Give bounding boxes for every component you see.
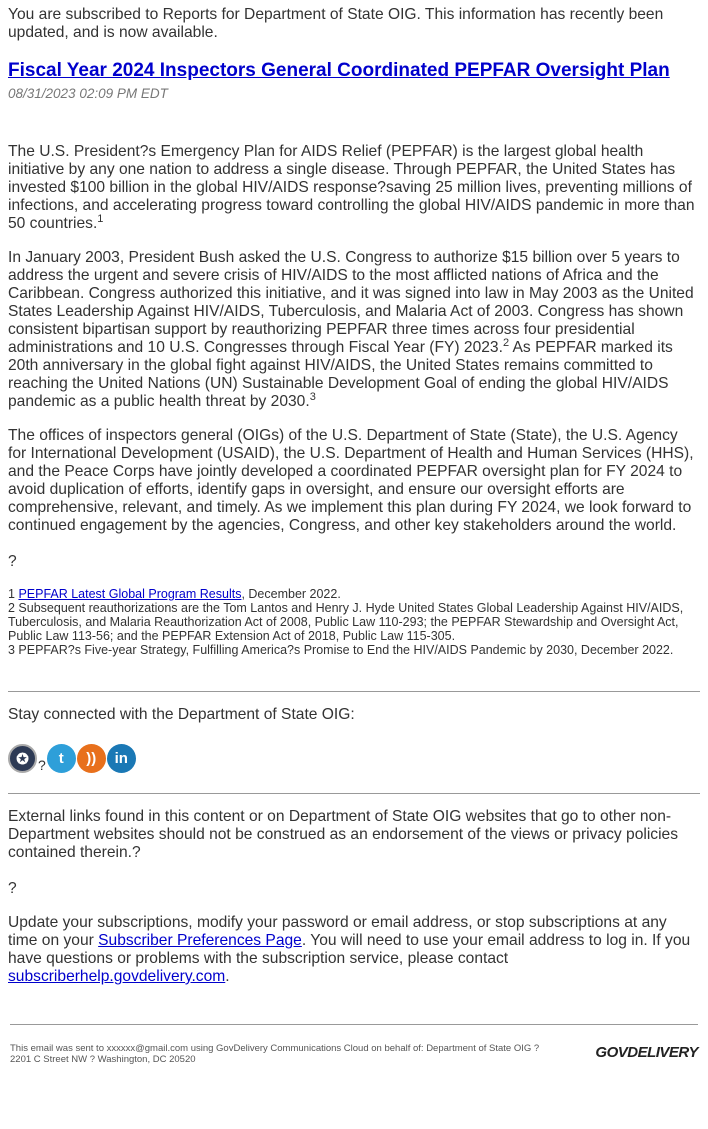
paragraph-text: The U.S. President?s Emergency Plan for AIDS Relief (PEPFAR) is the largest global health initiative by any one nation to address a single disease. Through PEPFAR, the United States has invested $100 billion in the global HIV/AIDS response?saving 25 million lives, preventing millions of infections, and accelerating progress toward controlling the global HIV/AIDS pandemic in more than 50 countries.: [8, 143, 695, 232]
twitter-icon[interactable]: t: [47, 744, 76, 773]
text: .: [225, 968, 230, 985]
disclaimer-text: External links found in this content or on Department of State OIG websites that go to other non-Department websites should not be construed as an endorsement of the views or privacy policies contained therein.?: [8, 808, 679, 861]
stay-connected-text: Stay connected with the Department of State OIG:: [8, 706, 355, 723]
footnote-text: , December 2022.: [241, 587, 341, 601]
footnote-2: 2 Subsequent reauthorizations are the Tom Lantos and Henry J. Hyde United States Global Leadership Against HIV/AIDS, Tuberculosis, and Malaria Reauthorization Act of 2008, Public Law 110-293; the PEPFAR Stewardship and Oversight Act, Public Law 113-56; and the PEPFAR Extension Act of 2018, Public Law 115-305.: [8, 601, 684, 643]
placeholder-char: ?: [38, 757, 46, 773]
text: Update your subscriptions, modify your password or email address, or stop subscriptions at any time on your: [8, 914, 667, 949]
paragraph-1: [8, 143, 700, 233]
state-department-seal-icon[interactable]: ✪: [8, 744, 37, 773]
subscriber-preferences-link[interactable]: Subscriber Preferences Page: [98, 932, 302, 949]
footnote-1: [8, 587, 700, 601]
footnote-3: 3 PEPFAR?s Five-year Strategy, Fulfilling America?s Promise to End the HIV/AIDS Pandemic by 2030, December 2022.: [8, 643, 674, 657]
divider: [8, 793, 700, 794]
publish-date: 08/31/2023 02:09 PM EDT: [8, 86, 168, 101]
divider: [8, 691, 700, 692]
footer-address: 2201 C Street NW ? Washington, DC 20520: [10, 1054, 196, 1065]
intro-text: You are subscribed to Reports for Department of State OIG. This information has recently been updated, and is now available.: [8, 6, 664, 41]
footnote-ref: 2: [502, 336, 510, 349]
paragraph-3: The offices of inspectors general (OIGs) of the U.S. Department of State (State), the U.S. Agency for International Development (USAID), the U.S. Department of Health and Human Services (HHS), and the Peace Corps have jointly developed a coordinated PEPFAR oversight plan for FY 2024 to avoid duplication of efforts, identify gaps in oversight, and ensure our oversight efforts are comprehensive, relevant, and timely. As we implement this plan during FY 2024, we look forward to continued engagement by the agencies, Congress, and other key stakeholders around the world.: [8, 427, 694, 534]
paragraph-text: In January 2003, President Bush asked the U.S. Congress to authorize $15 billion over 5 years to address the urgent and severe crisis of HIV/AIDS to the most afflicted nations of Africa and the Caribbean. Congress authorized this initiative, and it was signed into law in May 2003 as the United States Leadership Against HIV/AIDS, Tuberculosis, and Malaria Act of 2003. Congress has shown consistent bipartisan support by reauthorizing PEPFAR three times across four presidential administrations and 10 U.S. Congresses through Fiscal Year (FY) 2023.: [8, 249, 694, 356]
social-links: [8, 744, 700, 773]
footnote-ref: 3: [309, 390, 316, 403]
placeholder-char: ?: [8, 880, 17, 897]
text: . You will need to use your email address to log in. If you have questions or problems with the subscription service, please contact: [8, 932, 691, 967]
placeholder-char: ?: [8, 553, 17, 570]
govdelivery-logo: GOVDELIVERY: [595, 1044, 698, 1061]
paragraph-text: As PEPFAR marked its 20th anniversary in the global fight against HIV/AIDS, the United States remains committed to reaching the United Nations (UN) Sustainable Development Goal of ending the global HIV/AIDS pandemic as a public health threat by 2030.: [8, 339, 673, 410]
footnote-1-link[interactable]: PEPFAR Latest Global Program Results: [18, 587, 242, 601]
footnote-ref: 1: [97, 212, 104, 225]
rss-icon[interactable]: )): [77, 744, 106, 773]
report-title-link[interactable]: Fiscal Year 2024 Inspectors General Coordinated PEPFAR Oversight Plan: [8, 60, 670, 81]
subscriber-help-link[interactable]: subscriberhelp.govdelivery.com: [8, 968, 226, 985]
paragraph-2: [8, 249, 700, 411]
footer: [10, 1024, 698, 1065]
report-title: [8, 60, 700, 82]
footer-sent-to: This email was sent to xxxxxx@gmail.com using GovDelivery Communications Cloud on behalf of: Department of State OIG ?: [10, 1043, 540, 1054]
footnote-number: 1: [8, 587, 19, 601]
linkedin-icon[interactable]: in: [107, 744, 136, 773]
update-subscriptions-text: [8, 914, 700, 986]
